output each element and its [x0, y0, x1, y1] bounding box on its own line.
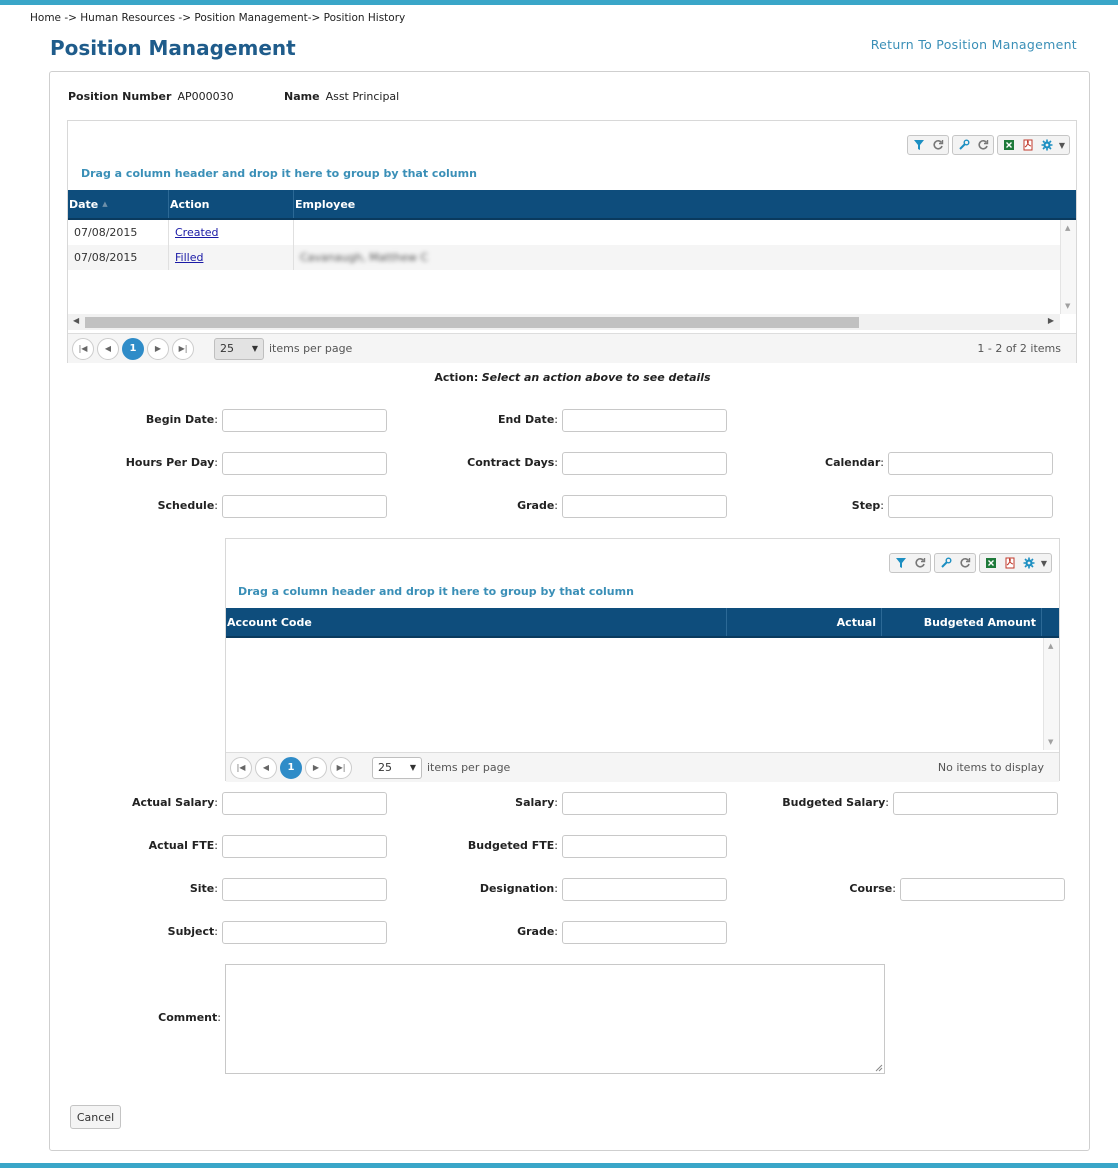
refresh-icon[interactable] — [910, 554, 929, 572]
scroll-right-icon[interactable]: ▶ — [1047, 316, 1054, 325]
cancel-button[interactable]: Cancel — [70, 1105, 121, 1129]
created-link[interactable]: Created — [175, 226, 219, 239]
action-detail-text: Select an action above to see details — [481, 371, 711, 384]
prev-page-icon[interactable]: ◀ — [255, 757, 277, 779]
position-number — [68, 90, 234, 103]
grade-input-2[interactable] — [562, 921, 727, 944]
hours-per-day-input[interactable] — [222, 452, 387, 475]
history-grid-toolbar — [904, 135, 1070, 155]
page-size-select[interactable]: 25 ▼ — [214, 338, 264, 360]
comment-textarea[interactable] — [225, 964, 885, 1074]
designation-input[interactable] — [562, 878, 727, 901]
next-page-icon[interactable]: ▶ — [305, 757, 327, 779]
items-per-page-label: items per page — [269, 342, 353, 355]
resize-grip-icon[interactable] — [875, 1064, 883, 1072]
employee-cell — [294, 220, 1060, 245]
filled-link[interactable]: Filled — [175, 251, 204, 264]
begin-date-input[interactable] — [222, 409, 387, 432]
account-grid-pager — [226, 752, 1059, 782]
scroll-up-icon[interactable]: ▲ — [1048, 642, 1054, 650]
account-grid-toolbar — [886, 553, 1052, 573]
first-page-icon[interactable]: |◀ — [72, 338, 94, 360]
refresh-icon[interactable] — [973, 136, 992, 154]
position-name-label: Name — [284, 90, 320, 103]
grade-input[interactable] — [562, 495, 727, 518]
pager-info: 1 - 2 of 2 items — [977, 342, 1061, 355]
step-input[interactable] — [888, 495, 1053, 518]
begin-date-label: Begin Date: — [145, 413, 218, 426]
action-detail — [0, 371, 1118, 384]
history-grid-header — [68, 190, 1076, 220]
first-page-icon[interactable]: |◀ — [230, 757, 252, 779]
last-page-icon[interactable]: ▶| — [172, 338, 194, 360]
position-name — [284, 90, 399, 103]
end-date-label: End Date: — [497, 413, 558, 426]
actual-fte-label: Actual FTE: — [148, 839, 218, 852]
column-header-employee[interactable]: Employee — [295, 197, 356, 211]
refresh-icon[interactable] — [928, 136, 947, 154]
last-page-icon[interactable]: ▶| — [330, 757, 352, 779]
excel-icon[interactable] — [999, 136, 1018, 154]
account-vertical-scrollbar[interactable] — [1043, 638, 1059, 750]
position-name-value: Asst Principal — [325, 90, 400, 103]
designation-label: Designation: — [479, 882, 558, 895]
pdf-icon[interactable] — [1000, 554, 1019, 572]
end-date-input[interactable] — [562, 409, 727, 432]
scroll-up-icon[interactable]: ▲ — [1065, 224, 1071, 232]
chevron-down-icon: ▼ — [251, 344, 258, 353]
next-page-icon[interactable]: ▶ — [147, 338, 169, 360]
employee-name-redacted: Cavanaugh, Matthew C — [300, 251, 429, 264]
chevron-down-icon: ▼ — [409, 763, 416, 772]
course-label: Course: — [849, 882, 896, 895]
step-label: Step: — [851, 499, 884, 512]
action-cell — [169, 220, 294, 245]
scroll-thumb[interactable] — [85, 317, 859, 328]
gear-icon[interactable] — [1037, 136, 1056, 154]
breadcrumb[interactable]: Home -> Human Resources -> Position Management-> Position History — [30, 12, 406, 24]
table-row[interactable] — [68, 245, 1060, 270]
column-header-account-code[interactable]: Account Code — [226, 608, 727, 636]
history-grid-pager — [68, 333, 1076, 363]
column-header-date[interactable]: Date ▲ — [68, 190, 169, 218]
prev-page-icon[interactable]: ◀ — [97, 338, 119, 360]
pdf-icon[interactable] — [1018, 136, 1037, 154]
return-to-position-management-link[interactable]: Return To Position Management — [870, 37, 1077, 52]
schedule-label: Schedule: — [157, 499, 218, 512]
site-label: Site: — [189, 882, 218, 895]
date-cell: 07/08/2015 — [68, 245, 169, 270]
action-detail-label: Action: — [434, 371, 479, 384]
budgeted-salary-label: Budgeted Salary: — [782, 796, 889, 809]
account-grid — [225, 538, 1060, 781]
subject-input[interactable] — [222, 921, 387, 944]
subject-label: Subject: — [167, 925, 218, 938]
top-accent-bar — [0, 0, 1118, 5]
filter-icon[interactable] — [909, 136, 928, 154]
wrench-icon[interactable] — [954, 136, 973, 154]
grade-label-2: Grade: — [517, 925, 558, 938]
action-cell — [169, 245, 294, 270]
history-vertical-scrollbar[interactable] — [1060, 220, 1076, 314]
comment-label: Comment: — [158, 1011, 221, 1024]
sort-ascending-icon: ▲ — [102, 200, 108, 208]
actual-salary-input[interactable] — [222, 792, 387, 815]
salary-label: Salary: — [515, 796, 558, 809]
actual-fte-input[interactable] — [222, 835, 387, 858]
wrench-icon[interactable] — [936, 554, 955, 572]
table-row[interactable] — [68, 220, 1060, 245]
course-input[interactable] — [900, 878, 1065, 901]
bottom-accent-bar — [0, 1163, 1118, 1168]
group-by-hint[interactable]: Drag a column header and drop it here to group by that column — [238, 585, 634, 598]
gear-icon[interactable] — [1019, 554, 1038, 572]
refresh-icon[interactable] — [955, 554, 974, 572]
filter-icon[interactable] — [891, 554, 910, 572]
position-number-label: Position Number — [68, 90, 172, 103]
column-header-actual[interactable]: Actual — [727, 608, 882, 636]
page-1-button[interactable]: 1 — [280, 757, 302, 779]
calendar-input[interactable] — [888, 452, 1053, 475]
chevron-down-icon[interactable]: ▼ — [1040, 558, 1048, 568]
calendar-label: Calendar: — [825, 456, 884, 469]
column-header-budgeted-amount[interactable]: Budgeted Amount — [882, 608, 1042, 636]
items-per-page-label: items per page — [427, 761, 511, 774]
schedule-input[interactable] — [222, 495, 387, 518]
scroll-down-icon[interactable]: ▼ — [1065, 302, 1071, 310]
budgeted-fte-input[interactable] — [562, 835, 727, 858]
column-header-action[interactable]: Action — [169, 190, 294, 218]
account-grid-header — [226, 608, 1059, 638]
position-number-value: AP000030 — [177, 90, 234, 103]
employee-cell — [294, 245, 1060, 270]
contract-days-label: Contract Days: — [467, 456, 558, 469]
budgeted-fte-label: Budgeted FTE: — [467, 839, 558, 852]
page-size-select[interactable]: 25 ▼ — [372, 757, 422, 779]
site-input[interactable] — [222, 878, 387, 901]
contract-days-input[interactable] — [562, 452, 727, 475]
grade-label: Grade: — [517, 499, 558, 512]
history-grid-body — [68, 220, 1060, 270]
history-horizontal-scrollbar[interactable] — [68, 314, 1060, 330]
excel-icon[interactable] — [981, 554, 1000, 572]
pager-info: No items to display — [937, 761, 1044, 774]
page-1-button[interactable]: 1 — [122, 338, 144, 360]
budgeted-salary-input[interactable] — [893, 792, 1058, 815]
page-title: Position Management — [50, 36, 296, 60]
group-by-hint[interactable]: Drag a column header and drop it here to group by that column — [81, 167, 477, 180]
salary-input[interactable] — [562, 792, 727, 815]
actual-salary-label: Actual Salary: — [132, 796, 218, 809]
date-cell: 07/08/2015 — [68, 220, 169, 245]
scroll-down-icon[interactable]: ▼ — [1048, 738, 1054, 746]
chevron-down-icon[interactable]: ▼ — [1058, 140, 1066, 150]
hours-per-day-label: Hours Per Day: — [125, 456, 218, 469]
scroll-left-icon[interactable]: ◀ — [73, 316, 80, 325]
